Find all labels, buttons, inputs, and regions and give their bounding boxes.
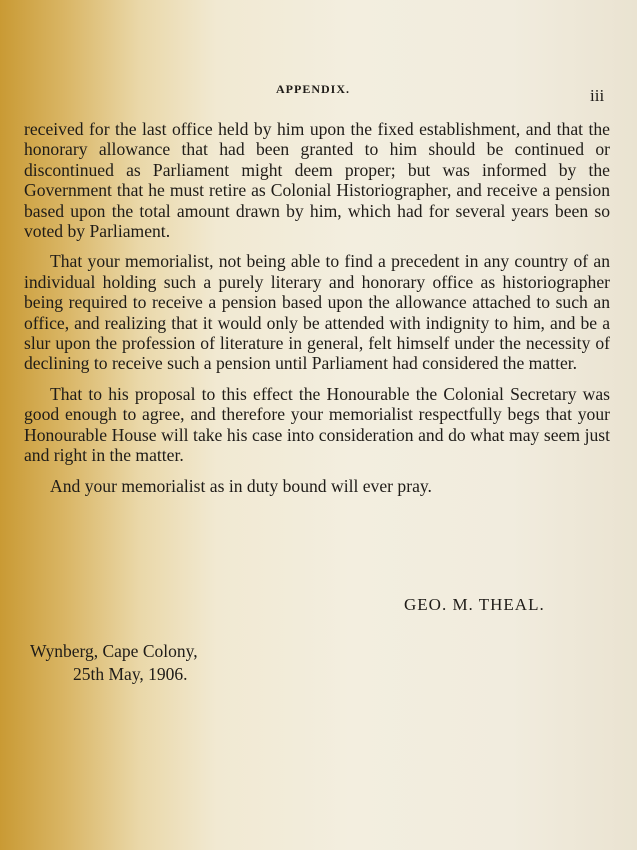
running-head-title: APPENDIX. [276,82,350,96]
paragraph-proposal: That to his proposal to this effect the Honourable the Colonial Secretary was good enough to agree, and therefore your memorialist respectfully begs that your Honourable House will take his case into consideration and do what may seem just and right in the matter. [24,383,610,466]
place-line: Wynberg, Cape Colony, [30,641,198,661]
signature: GEO. M. THEAL. [404,595,545,614]
book-page [24,0,610,850]
running-head [24,82,610,112]
paragraph-closing: And your memorialist as in duty bound will ever pray. [50,475,432,496]
page-number: iii [590,86,605,105]
body-text [24,119,610,496]
date-line: 25th May, 1906. [73,664,188,684]
paragraph-continued: received for the last office held by him upon the fixed establishment, and that the honorary allowance that had been granted to him should be continued or discontinued as Parliament might deem proper; but was informed by the Government that he must retire as Colonial Historiographer, and receive a pension based upon the total amount drawn by him, which had for several years been so voted by Parliament. [24,119,610,242]
paragraph-precedent: That your memorialist, not being able to find a precedent in any country of an individual holding such a purely literary and honorary office as historiographer being required to receive a pension based upon the allowance attached to such an office, and realizing that it would only be attended with indignity to him, and be a slur upon the profession of literature in general, felt himself under the necessity of declining to receive such a pension until Parliament had considered the matter. [24,251,610,374]
